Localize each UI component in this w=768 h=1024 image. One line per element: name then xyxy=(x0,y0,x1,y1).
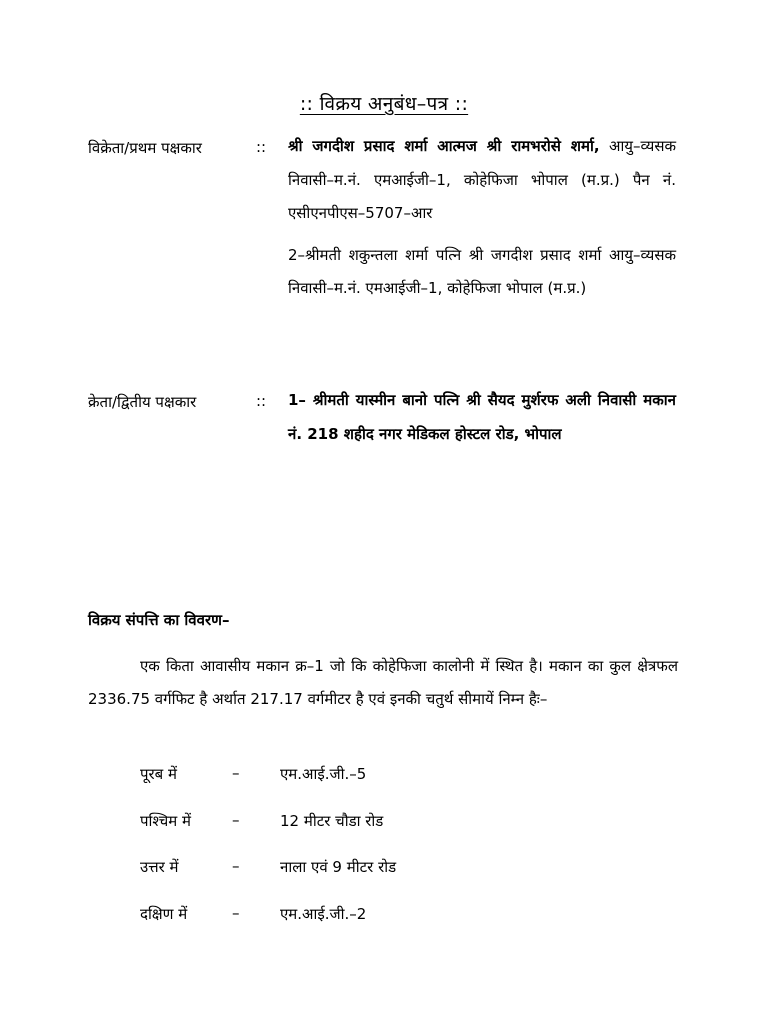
seller-label: विक्रेता/प्रथम पक्षकार xyxy=(88,139,202,157)
boundary-dash: – xyxy=(232,857,240,875)
boundary-direction: उत्तर में xyxy=(140,858,179,876)
boundary-value: 12 मीटर चौडा रोड xyxy=(280,811,384,830)
boundary-dash: – xyxy=(232,810,240,829)
seller-entry-1 xyxy=(288,130,676,231)
boundary-direction: पूरब में xyxy=(140,765,177,783)
document-title: :: विक्रय अनुबंध–पत्र :: xyxy=(299,93,469,115)
boundary-row-east xyxy=(140,758,640,805)
boundary-value: एम.आई.जी.–5 xyxy=(280,765,367,783)
seller-entry-1-name: श्री जगदीश प्रसाद शर्मा आत्मज श्री रामभरोसे शर्मा, xyxy=(288,137,600,155)
boundary-direction: पश्चिम में xyxy=(140,811,192,830)
boundary-row-south xyxy=(140,898,640,945)
seller-entry-1-details: आयु–व्यसक निवासी–म.नं. एमआईजी–1, कोहेफिजा भोपाल (म.प्र.) पैन नं. एसीएनपीएस–5707–आर xyxy=(288,137,676,222)
seller-section xyxy=(88,138,678,368)
buyer-entry-1: 1– श्रीमती यास्मीन बानो पत्नि श्री सैयद मुर्शरफ अली निवासी मकान नं. 218 शहीद नगर मेडिकल होस्टल रोड, भोपाल xyxy=(288,391,676,443)
boundary-direction: दक्षिण में xyxy=(140,904,188,923)
boundary-value: नाला एवं 9 मीटर रोड xyxy=(280,858,397,876)
boundary-row-north xyxy=(140,851,640,898)
boundary-row-west xyxy=(140,805,640,852)
property-description: एक किता आवासीय मकान क्र–1 जो कि कोहेफिजा कालोनी में स्थित है। मकान का कुल क्षेत्रफल 2336.75 वर्गफिट है अर्थात 217.17 वर्गमीटर है एवं इनकी चतुर्थ सीमायें निम्न हैः– xyxy=(88,657,678,708)
boundaries-list xyxy=(140,758,640,944)
boundary-dash: – xyxy=(232,764,240,782)
buyer-label: क्रेता/द्वितीय पक्षकार xyxy=(88,393,197,411)
seller-entry-2: 2–श्रीमती शकुन्तला शर्मा पत्नि श्री जगदीश प्रसाद शर्मा आयु–व्यसक निवासी–म.नं. एमआईजी–1, कोहेफिजा भोपाल (म.प्र.) xyxy=(288,245,676,297)
seller-separator: :: xyxy=(256,138,267,156)
document-title-container xyxy=(0,90,768,116)
buyer-details xyxy=(288,392,676,451)
property-description-container xyxy=(88,650,678,716)
seller-details xyxy=(288,138,676,306)
property-heading: विक्रय संपत्ति का विवरण– xyxy=(88,611,230,629)
boundary-dash: – xyxy=(232,903,240,922)
buyer-section xyxy=(88,392,678,492)
boundary-value: एम.आई.जी.–2 xyxy=(280,904,367,923)
buyer-separator: :: xyxy=(256,392,267,410)
